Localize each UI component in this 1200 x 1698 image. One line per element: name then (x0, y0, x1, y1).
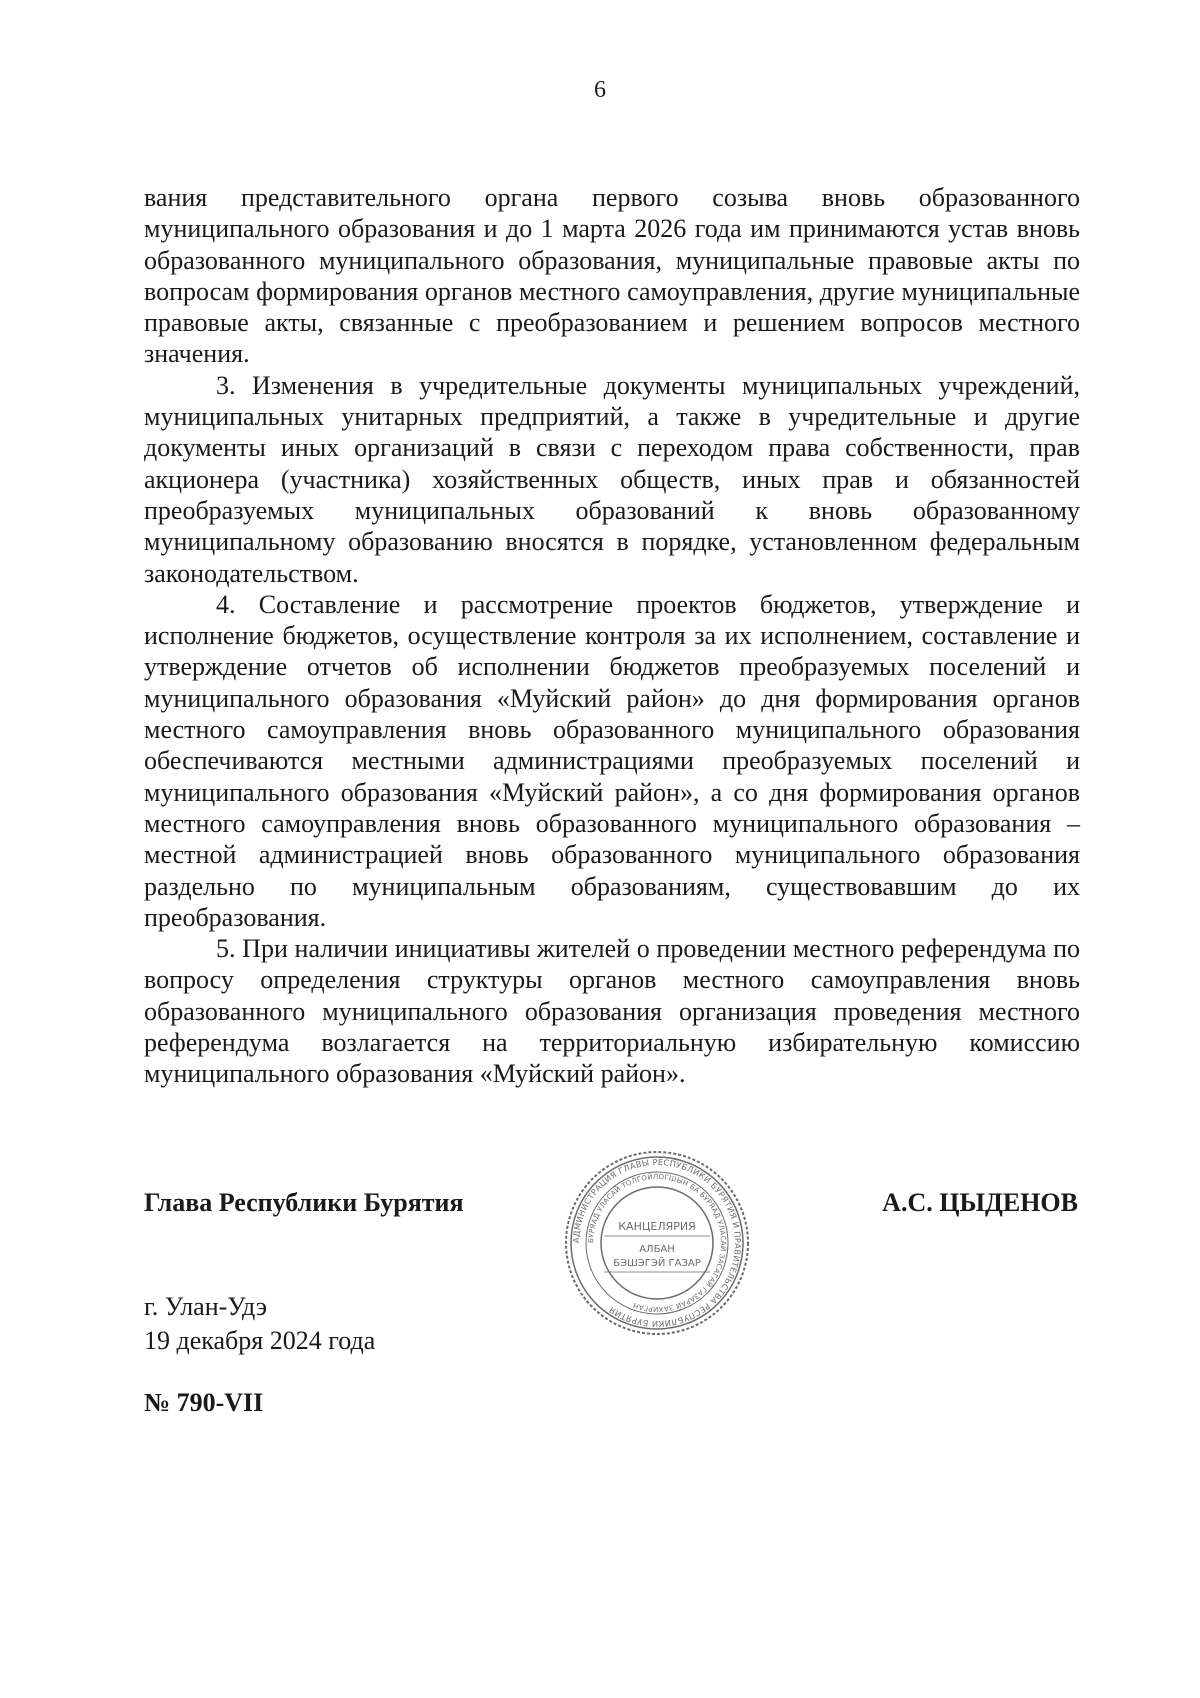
signing-place: г. Улан-Удэ (144, 1292, 268, 1321)
official-stamp (562, 1148, 752, 1338)
paragraph: 5. При наличии инициативы жителей о проведении местного референдума по вопросу определения структуры органов местного самоуправления вновь образованного муниципального образования организация проведения местного референдума возлагается на территориальную избирательную комиссию муниципального образования «Муйский район». (144, 934, 1080, 1089)
stamp-text: АЛБАН (639, 1244, 675, 1255)
stamp-text: БЭШЭГЭЙ ГАЗАР (613, 1258, 701, 1269)
stamp-text: АДМИНИСТРАЦИЯ ГЛАВЫ РЕСПУБЛИКИ БУРЯТИЯ И ПРАВИТЕЛЬСТВА РЕСПУБЛИКИ БУРЯТИЯ (570, 1156, 744, 1330)
svg-text:АДМИНИСТРАЦИЯ ГЛАВЫ РЕСПУБЛИКИ (571, 1157, 743, 1329)
stamp-text: БУРЯАД УЛАСАЙ ТОЛГОЙЛОГШЫН БА БУРЯАД УЛАСАЙ ЗАСАГАЙ ГАЗАРАЙ ЗАХИРГАН (586, 1172, 728, 1314)
paragraph: 3. Изменения в учредительные документы муниципальных учреждений, муниципальных унитарных предприятий, а также в учредительные и другие документы иных организаций в связи с переходом права собственности, прав акционера (участника) хозяйственных обществ, иных прав и обязанностей преобразуемых муниципальных образований к вновь образованному муниципальному образованию вносятся в порядке, установленном федеральным законодательством. (144, 370, 1080, 588)
stamp-text: КАНЦЕЛЯРИЯ (618, 1220, 696, 1233)
document-body (144, 182, 1080, 1090)
paragraph: вания представительного органа первого созыва вновь образованного муниципального образования и до 1 марта 2026 года им принимаются устав вновь образованного муниципального образования, муниципальные правовые акты по вопросам формирования органов местного самоуправления, другие муниципальные правовые акты, связанные с преобразованием и решением вопросов местного значения. (144, 183, 1080, 369)
signing-date: 19 декабря 2024 года (144, 1326, 376, 1355)
page-number: 6 (594, 77, 606, 103)
svg-text:БУРЯАД УЛАСАЙ ТОЛГОЙЛОГШЫН БА (587, 1172, 728, 1313)
paragraph: 4. Составление и рассмотрение проектов бюджетов, утверждение и исполнение бюджетов, осуществление контроля за их исполнением, составление и утверждение отчетов об исполнении бюджетов преобразуемых поселений и муниципального образования «Муйский район» до дня формирования органов местного самоуправления вновь образованного муниципального образования обеспечиваются местными администрациями преобразуемых поселений и муниципального образования «Муйский район», а со дня формирования органов местного самоуправления вновь образованного муниципального образования – местной администрацией вновь образованного муниципального образования раздельно по муниципальным образованиям, существовавшим до их преобразования. (144, 589, 1080, 932)
signatory-name: А.С. ЦЫДЕНОВ (882, 1188, 1078, 1217)
document-number: № 790-VII (144, 1388, 264, 1417)
signatory-position: Глава Республики Бурятия (144, 1188, 464, 1217)
